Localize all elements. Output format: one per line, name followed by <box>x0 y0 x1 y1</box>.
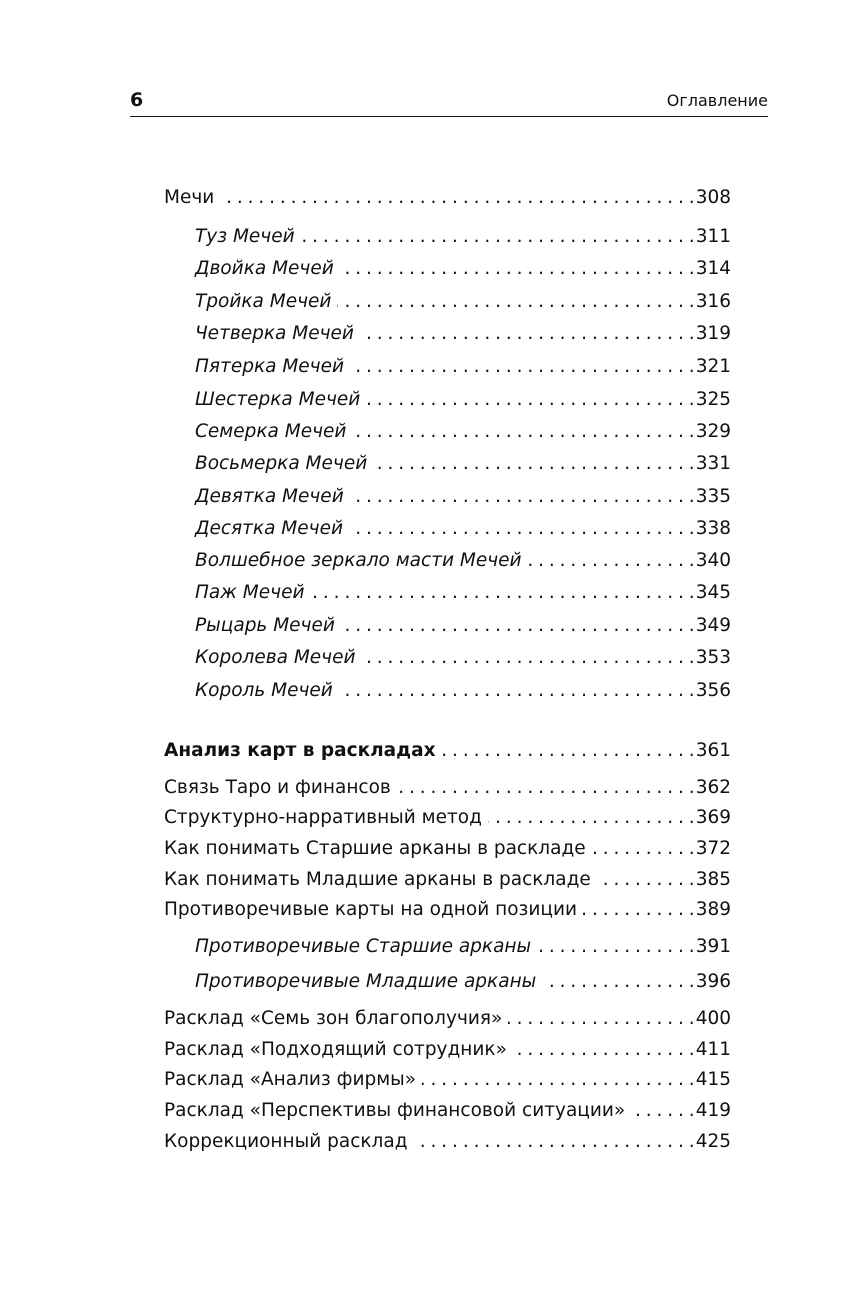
dot-leader <box>537 935 695 959</box>
page-number: 6 <box>130 89 144 111</box>
dot-leader <box>442 739 695 763</box>
toc-entry[interactable] <box>195 257 731 281</box>
toc-entry[interactable] <box>195 420 731 444</box>
dot-leader <box>414 1130 695 1154</box>
toc-entry-page: 329 <box>695 421 731 442</box>
toc-entry-title: Как понимать Младшие арканы в раскладе <box>164 869 591 890</box>
toc-entry[interactable] <box>195 614 731 638</box>
toc-entry-title: Волшебное зеркало масти Мечей <box>195 550 522 571</box>
toc-entry-page: 349 <box>695 615 731 636</box>
toc-entry-page: 331 <box>695 453 731 474</box>
toc-entry-page: 335 <box>695 486 731 507</box>
toc-entry-title: Расклад «Семь зон благополучия» <box>164 1008 503 1029</box>
dot-leader <box>597 868 695 892</box>
toc-entry[interactable] <box>164 868 731 892</box>
toc-entry[interactable] <box>195 679 731 703</box>
toc-entry-page: 311 <box>695 226 731 247</box>
dot-leader <box>373 452 694 476</box>
toc-entry-page: 345 <box>695 582 731 603</box>
toc-entry-page: 372 <box>695 838 731 859</box>
dot-leader <box>349 517 695 541</box>
toc-entry[interactable] <box>164 739 731 763</box>
toc-entry[interactable] <box>195 517 731 541</box>
dot-leader <box>508 1007 694 1031</box>
toc-entry-title: Анализ карт в раскладах <box>164 740 436 761</box>
toc-entry-title: Коррекционный расклад <box>164 1131 408 1152</box>
toc-entry-title: Пятерка Мечей <box>195 356 345 377</box>
toc-entry-page: 389 <box>695 899 731 920</box>
running-head: Оглавление <box>666 91 768 110</box>
dot-leader <box>337 290 694 314</box>
toc-entry-page: 321 <box>695 356 731 377</box>
toc-entry-page: 369 <box>695 807 731 828</box>
toc-entry-title: Четверка Мечей <box>195 323 354 344</box>
toc-entry[interactable] <box>195 290 731 314</box>
toc-entry-title: Расклад «Анализ фирмы» <box>164 1069 417 1090</box>
toc-entry[interactable] <box>164 1038 731 1062</box>
toc-entry[interactable] <box>164 837 731 861</box>
toc-entry-title: Королева Мечей <box>195 647 356 668</box>
dot-leader <box>310 581 694 605</box>
toc-entry[interactable] <box>195 225 731 249</box>
dot-leader <box>350 485 695 509</box>
toc-entry[interactable] <box>195 485 731 509</box>
toc-entry[interactable] <box>195 581 731 605</box>
dot-leader <box>352 420 694 444</box>
toc-entry-title: Семерка Мечей <box>195 421 347 442</box>
toc-entry-page: 353 <box>695 647 731 668</box>
dot-leader <box>592 837 695 861</box>
toc-entry[interactable] <box>164 186 731 210</box>
toc-entry-page: 415 <box>695 1069 731 1090</box>
toc-entry-page: 308 <box>695 187 731 208</box>
dot-leader <box>583 898 695 922</box>
dot-leader <box>397 776 695 800</box>
toc-entry-title: Связь Таро и финансов <box>164 777 391 798</box>
toc-entry[interactable] <box>164 898 731 922</box>
toc-entry-page: 361 <box>695 740 731 761</box>
toc-entry-page: 325 <box>695 389 731 410</box>
toc-entry-page: 356 <box>695 680 731 701</box>
dot-leader <box>360 322 695 346</box>
toc-entry-page: 419 <box>695 1100 731 1121</box>
toc-entry[interactable] <box>164 1099 731 1123</box>
dot-leader <box>362 646 695 670</box>
toc-entry-title: Тройка Мечей <box>195 291 332 312</box>
toc-entry-title: Противоречивые карты на одной позиции <box>164 899 578 920</box>
toc-entry-page: 319 <box>695 323 731 344</box>
toc-entry-title: Структурно-нарративный метод <box>164 807 482 828</box>
toc-entry[interactable] <box>195 935 731 959</box>
toc-entry-title: Противоречивые Младшие арканы <box>195 971 537 992</box>
toc-entry[interactable] <box>164 1007 731 1031</box>
dot-leader <box>366 388 694 412</box>
toc-entry[interactable] <box>195 452 731 476</box>
dot-leader <box>350 355 695 379</box>
dot-leader <box>339 679 695 703</box>
toc-entry-title: Рыцарь Мечей <box>195 615 335 636</box>
toc-entry[interactable] <box>195 388 731 412</box>
toc-entry-page: 425 <box>695 1131 731 1152</box>
toc-entry-title: Мечи <box>164 187 215 208</box>
toc-entry-title: Туз Мечей <box>195 226 295 247</box>
dot-leader <box>631 1099 694 1123</box>
toc-entry[interactable] <box>164 776 731 800</box>
toc-entry-title: Король Мечей <box>195 680 333 701</box>
toc-entry-page: 391 <box>695 936 731 957</box>
dot-leader <box>422 1068 695 1092</box>
toc-entry-title: Восьмерка Мечей <box>195 453 368 474</box>
toc-entry-title: Десятка Мечей <box>195 518 343 539</box>
toc-entry-title: Расклад «Подходящий сотрудник» <box>164 1039 507 1060</box>
toc-entry-page: 411 <box>695 1039 731 1060</box>
dot-leader <box>301 225 695 249</box>
toc-entry[interactable] <box>195 549 731 573</box>
dot-leader <box>542 970 694 994</box>
toc-entry-page: 340 <box>695 550 731 571</box>
toc-entry-page: 362 <box>695 777 731 798</box>
toc-entry[interactable] <box>195 646 731 670</box>
dot-leader <box>488 806 695 830</box>
toc-entry[interactable] <box>164 806 731 830</box>
toc-entry-title: Противоречивые Старшие арканы <box>195 936 532 957</box>
toc-entry-title: Девятка Мечей <box>195 486 344 507</box>
toc-entry[interactable] <box>195 322 731 346</box>
dot-leader <box>528 549 695 573</box>
toc-entry-page: 400 <box>695 1008 731 1029</box>
toc-entry-title: Как понимать Старшие арканы в раскладе <box>164 838 586 859</box>
toc-entry-title: Шестерка Мечей <box>195 389 361 410</box>
toc-entry[interactable] <box>164 1068 731 1092</box>
toc-entry-title: Расклад «Перспективы финансовой ситуации» <box>164 1100 626 1121</box>
toc-entry-page: 314 <box>695 258 731 279</box>
dot-leader <box>513 1038 695 1062</box>
toc-entry-page: 396 <box>695 971 731 992</box>
dot-leader <box>220 186 694 210</box>
toc-entry-page: 338 <box>695 518 731 539</box>
toc-entry-title: Паж Мечей <box>195 582 305 603</box>
dot-leader <box>340 257 695 281</box>
toc-entry-page: 316 <box>695 291 731 312</box>
toc-entry[interactable] <box>195 970 731 994</box>
toc-entry[interactable] <box>164 1130 731 1154</box>
toc-entry-page: 385 <box>695 869 731 890</box>
toc-entry[interactable] <box>195 355 731 379</box>
dot-leader <box>341 614 695 638</box>
toc-entry-title: Двойка Мечей <box>195 258 334 279</box>
